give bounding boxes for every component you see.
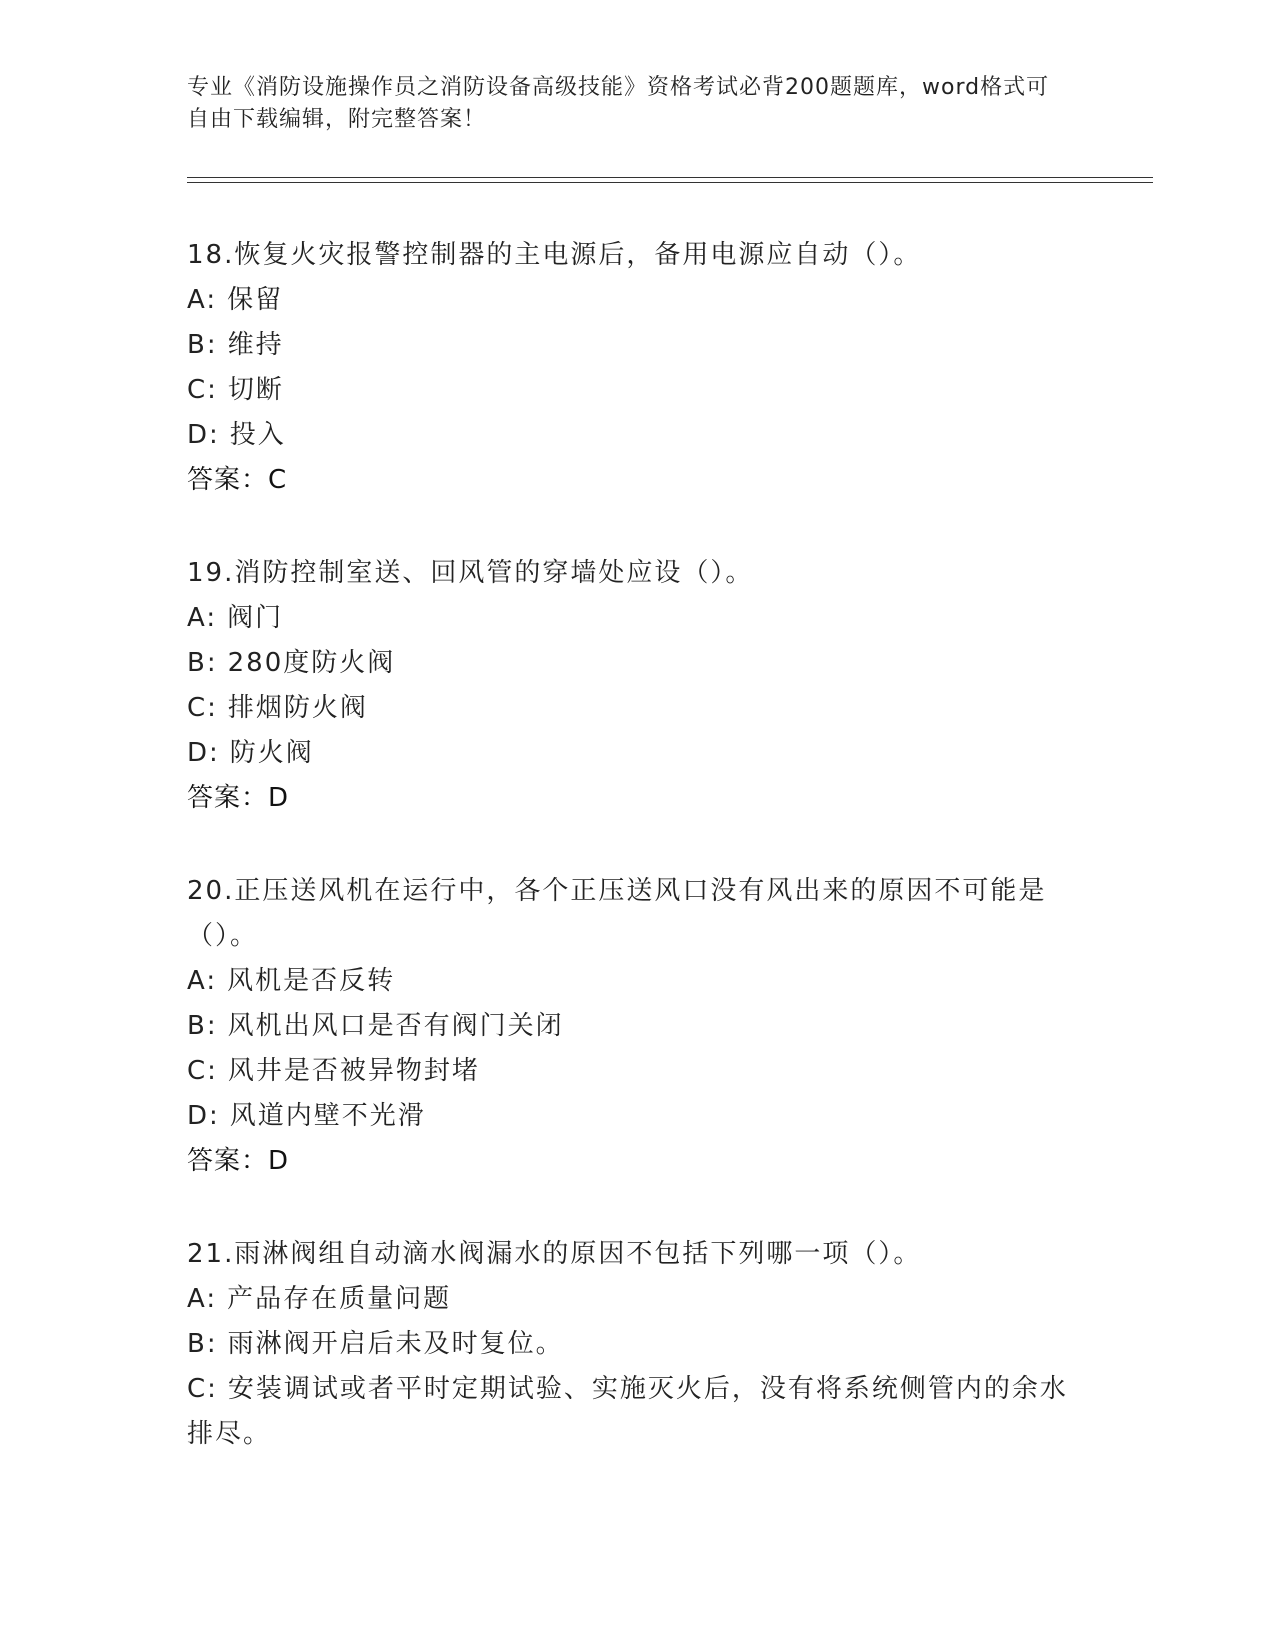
answer-label: 答案： xyxy=(187,783,269,813)
option-letter: B: xyxy=(187,648,218,678)
option-b xyxy=(187,641,1087,686)
option-text: 安装调试或者平时定期试验、实施灭火后，没有将系统侧管内的余水排尽。 xyxy=(187,1374,1068,1449)
answer-line xyxy=(187,1139,1087,1184)
option-text: 280度防火阀 xyxy=(227,648,396,678)
answer-value: C xyxy=(268,465,287,495)
option-text: 切断 xyxy=(227,375,284,405)
option-letter: C: xyxy=(187,1056,218,1086)
option-letter: A: xyxy=(187,603,218,633)
question-title: 18.恢复火灾报警控制器的主电源后，备用电源应自动（）。 xyxy=(187,240,922,270)
option-a xyxy=(187,1277,1087,1322)
question-21 xyxy=(187,1232,1087,1457)
answer-label: 答案： xyxy=(187,1146,269,1176)
option-letter: A: xyxy=(187,285,218,315)
answer-label: 答案： xyxy=(187,465,269,495)
option-letter: D: xyxy=(187,420,220,450)
question-20 xyxy=(187,869,1087,1184)
question-18 xyxy=(187,233,1087,503)
question-title: 21.雨淋阀组自动滴水阀漏水的原因不包括下列哪一项（）。 xyxy=(187,1239,922,1269)
option-letter: C: xyxy=(187,1374,218,1404)
option-d xyxy=(187,731,1087,776)
option-text: 风机出风口是否有阀门关闭 xyxy=(227,1011,564,1041)
document-header: 专业《消防设施操作员之消防设备高级技能》资格考试必背200题题库，word格式可自由下载编辑，附完整答案！ xyxy=(187,75,1050,132)
answer-value: D xyxy=(268,783,289,813)
option-c xyxy=(187,1367,1087,1457)
option-c xyxy=(187,368,1087,413)
option-a xyxy=(187,278,1087,323)
header-divider-bottom xyxy=(187,182,1153,183)
option-b xyxy=(187,1322,1087,1367)
option-text: 维持 xyxy=(227,330,284,360)
option-text: 风井是否被异物封堵 xyxy=(227,1056,480,1086)
option-text: 防火阀 xyxy=(229,738,314,768)
option-c xyxy=(187,686,1087,731)
question-title: 20.正压送风机在运行中，各个正压送风口没有风出来的原因不可能是（）。 xyxy=(187,876,1047,951)
question-title: 19.消防控制室送、回风管的穿墙处应设（）。 xyxy=(187,558,754,588)
option-letter: B: xyxy=(187,1329,218,1359)
option-letter: B: xyxy=(187,1011,218,1041)
option-a xyxy=(187,959,1087,1004)
option-letter: D: xyxy=(187,1101,220,1131)
option-text: 排烟防火阀 xyxy=(227,693,368,723)
question-19 xyxy=(187,551,1087,821)
answer-line xyxy=(187,458,1087,503)
option-text: 保留 xyxy=(227,285,284,315)
answer-value: D xyxy=(268,1146,289,1176)
option-a xyxy=(187,596,1087,641)
option-b xyxy=(187,1004,1087,1049)
option-letter: B: xyxy=(187,330,218,360)
option-letter: D: xyxy=(187,738,220,768)
option-letter: A: xyxy=(187,1284,218,1314)
option-text: 风机是否反转 xyxy=(227,966,396,996)
option-d xyxy=(187,413,1087,458)
answer-line xyxy=(187,776,1087,821)
option-text: 产品存在质量问题 xyxy=(227,1284,452,1314)
option-letter: C: xyxy=(187,693,218,723)
option-text: 阀门 xyxy=(227,603,284,633)
option-b xyxy=(187,323,1087,368)
option-letter: A: xyxy=(187,966,218,996)
option-text: 风道内壁不光滑 xyxy=(229,1101,426,1131)
option-letter: C: xyxy=(187,375,218,405)
option-d xyxy=(187,1094,1087,1139)
option-text: 雨淋阀开启后未及时复位。 xyxy=(227,1329,564,1359)
option-c xyxy=(187,1049,1087,1094)
option-text: 投入 xyxy=(229,420,286,450)
header-divider-top xyxy=(187,177,1153,178)
